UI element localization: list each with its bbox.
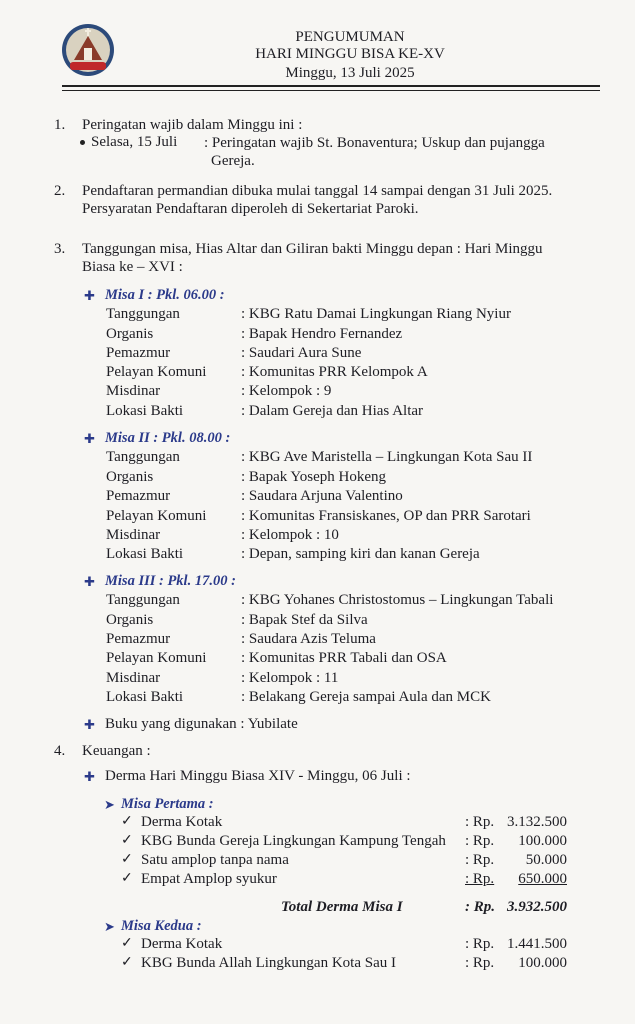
finance-amount: 650.000 [518, 871, 567, 887]
header-rule-thin [62, 90, 600, 91]
row-label: Tanggungan [106, 306, 180, 322]
row-value: : Saudari Aura Sune [241, 345, 362, 361]
section-number: 2. [54, 183, 66, 199]
row-value: : Saudara Arjuna Valentino [241, 488, 403, 504]
finance-amount: 50.000 [525, 852, 567, 868]
section-number: 1. [54, 117, 66, 133]
finance-item: Satu amplop tanpa nama [141, 852, 289, 868]
section-number: 3. [54, 241, 66, 257]
page-title: PENGUMUMAN [295, 29, 405, 45]
finance-amount: 100.000 [518, 955, 567, 971]
row-label: Pemazmur [106, 345, 171, 361]
finance-currency: : Rp. [465, 814, 495, 830]
row-value: : Saudara Azis Teluma [241, 631, 376, 647]
check-icon: ✓ [121, 955, 133, 970]
row-label: Pemazmur [106, 631, 171, 647]
row-label: Misdinar [106, 527, 161, 543]
row-label: Organis [106, 326, 154, 342]
misa-heading: Misa II : Pkl. 08.00 : [105, 430, 231, 446]
row-label: Pelayan Komuni [106, 364, 207, 380]
section-text: Tanggungan misa, Hias Altar dan Giliran bakti Minggu depan : Hari Minggu [82, 241, 543, 257]
cross-bullet-icon: ✚ [84, 288, 95, 303]
bullet-text-cont: Gereja. [211, 153, 255, 169]
row-label: Misdinar [106, 383, 161, 399]
row-value: : Bapak Stef da Silva [241, 612, 368, 628]
cross-bullet-icon: ✚ [84, 574, 95, 589]
row-label: Lokasi Bakti [106, 403, 184, 419]
row-label: Lokasi Bakti [106, 689, 184, 705]
finance-item: Derma Kotak [141, 814, 223, 830]
misa-heading: Misa I : Pkl. 06.00 : [105, 287, 225, 303]
row-value: : KBG Ave Maristella – Lingkungan Kota Sau II [241, 449, 533, 465]
row-value: : KBG Ratu Damai Lingkungan Riang Nyiur [241, 306, 511, 322]
cross-bullet-icon: ✚ [84, 769, 95, 784]
row-value: : Komunitas Fransiskanes, OP dan PRR Sarotari [241, 508, 531, 524]
section-title: Keuangan : [82, 743, 151, 759]
finance-item: Empat Amplop syukur [141, 871, 277, 887]
page-subtitle: HARI MINGGU BISA KE-XV [255, 46, 445, 62]
total-currency: : Rp. [465, 899, 495, 915]
row-label: Misdinar [106, 670, 161, 686]
finance-amount: 3.132.500 [507, 814, 567, 830]
row-value: : Dalam Gereja dan Hias Altar [241, 403, 424, 419]
row-value: : Depan, samping kiri dan kanan Gereja [241, 546, 480, 562]
finance-item: KBG Bunda Allah Lingkungan Kota Sau I [141, 955, 396, 971]
row-label: Tanggungan [106, 592, 180, 608]
row-value: : Bapak Hendro Fernandez [241, 326, 403, 342]
bullet-day: Selasa, 15 Juli [91, 134, 178, 150]
bullet-dot-icon [80, 140, 85, 145]
misa-heading: Misa III : Pkl. 17.00 : [105, 573, 236, 589]
row-label: Pemazmur [106, 488, 171, 504]
check-icon: ✓ [121, 936, 133, 951]
section-text: Persyaratan Pendaftaran diperoleh di Sekertariat Paroki. [82, 201, 419, 217]
finance-item: KBG Bunda Gereja Lingkungan Kampung Tengah [141, 833, 446, 849]
finance-amount: 100.000 [518, 833, 567, 849]
row-label: Organis [106, 469, 154, 485]
row-value: : Komunitas PRR Kelompok A [241, 364, 428, 380]
check-icon: ✓ [121, 814, 133, 829]
page-date: Minggu, 13 Juli 2025 [285, 65, 415, 81]
section-text: Biasa ke – XVI : [82, 259, 183, 275]
total-label: Total Derma Misa I [281, 899, 403, 915]
check-icon: ✓ [121, 852, 133, 867]
bullet-text: : Peringatan wajib St. Bonaventura; Uskup dan pujangga [204, 135, 545, 151]
finance-heading: Misa Pertama : [121, 796, 214, 812]
header-rule [62, 85, 600, 87]
row-value: : Bapak Yoseph Hokeng [241, 469, 386, 485]
row-value: : Kelompok : 11 [241, 670, 339, 686]
book-info: Buku yang digunakan : Yubilate [105, 716, 298, 732]
arrow-bullet-icon: ➤ [104, 797, 115, 812]
finance-currency: : Rp. [465, 871, 495, 887]
row-value: : Komunitas PRR Tabali dan OSA [241, 650, 447, 666]
section-title: Peringatan wajib dalam Minggu ini : [82, 117, 303, 133]
total-amount: 3.932.500 [507, 899, 567, 915]
cross-bullet-icon: ✚ [84, 431, 95, 446]
finance-currency: : Rp. [465, 936, 495, 952]
finance-subtitle: Derma Hari Minggu Biasa XIV - Minggu, 06 Juli : [105, 768, 411, 784]
row-label: Pelayan Komuni [106, 650, 207, 666]
finance-currency: : Rp. [465, 852, 495, 868]
finance-heading: Misa Kedua : [121, 918, 202, 934]
row-value: : Kelompok : 9 [241, 383, 332, 399]
row-label: Organis [106, 612, 154, 628]
check-icon: ✓ [121, 833, 133, 848]
parish-logo-icon [60, 22, 116, 78]
finance-amount: 1.441.500 [507, 936, 567, 952]
row-label: Lokasi Bakti [106, 546, 184, 562]
row-label: Tanggungan [106, 449, 180, 465]
finance-currency: : Rp. [465, 955, 495, 971]
finance-currency: : Rp. [465, 833, 495, 849]
row-value: : Belakang Gereja sampai Aula dan MCK [241, 689, 491, 705]
finance-item: Derma Kotak [141, 936, 223, 952]
arrow-bullet-icon: ➤ [104, 919, 115, 934]
row-value: : KBG Yohanes Christostomus – Lingkungan Tabali [241, 592, 554, 608]
section-text: Pendaftaran permandian dibuka mulai tanggal 14 sampai dengan 31 Juli 2025. [82, 183, 553, 199]
row-label: Pelayan Komuni [106, 508, 207, 524]
section-number: 4. [54, 743, 66, 759]
cross-bullet-icon: ✚ [84, 717, 95, 732]
row-value: : Kelompok : 10 [241, 527, 339, 543]
check-icon: ✓ [121, 871, 133, 886]
